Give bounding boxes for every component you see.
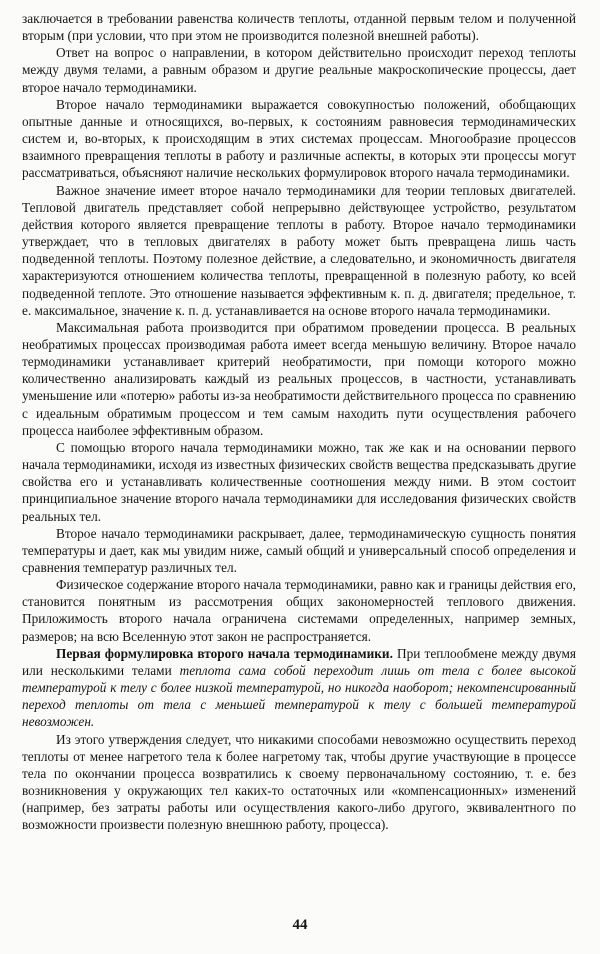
formulation-italic: теплота сама собой переходит лишь от тела с более высокой температурой к телу с более низкой температурой, но никогда наоборот; некомпенсированный переход теплоты от тела с меньшей температурой к телу с большей температурой невозможен. [22,662,576,730]
paragraph-1: заключается в требовании равенства количеств теплоты, отданной первым телом и полученной вторым (при условии, что при этом не производится полезной внешней работы). [22,11,576,44]
body-text [22,10,576,834]
paragraph-10: Из этого утверждения следует, что никакими способами невозможно осуществить переход теплоты от менее нагретого тела к более нагретому так, чтобы другие участвующие в процессе тела по окончании процесса возвратились к своему первоначальному состоянию, т. е. без возникновения у окружающих тел каких-то остаточных или «компенсационных» изменений (например, без затраты работы или осуществления какого-либо другого, эквивалентного по возможности произвести полезную внешнюю работу, процесса). [22,731,576,833]
paragraph-2: Ответ на вопрос о направлении, в котором действительно происходит переход теплоты между двумя телами, а равным образом и другие реальные макроскопические процессы, дает второе начало термодинамики. [22,45,576,95]
paragraph-5: Максимальная работа производится при обратимом проведении процесса. В реальных необратимых процессах производимая работа имеет всегда меньшую величину. Второе начало термодинамики устанавливает критерий необратимости, при помощи которого можно количественно анализировать каждый из реальных процессов, в частности, устанавливать уменьшение или «потерю» работы из-за необратимости действительного процесса по сравнению с идеальным обратимым процессом и тем самым находить пути осуществления рабочего процесса наиболее эффективным образом. [22,319,576,438]
paragraph-9: Первая формулировка второго начала термодинамики. При теплообмене между двумя или несколькими телами теплота сама собой переходит лишь от тела с более высокой температурой к телу с более низкой температурой, но никогда наоборот; некомпенсированный переход теплоты от тела с меньшей температурой к телу с большей температурой невозможен. [22,645,576,730]
paragraph-6: С помощью второго начала термодинамики можно, так же как и на основании первого начала термодинамики, исходя из известных физических свойств вещества предсказывать другие свойства его и устанавливать количественные соотношения между ними. В этом состоит принципиальное значение второго начала термодинамики для исследования физических свойств реальных тел. [22,439,576,524]
section-heading: Первая формулировка второго начала термодинамики. [56,645,393,661]
page-number: 44 [292,917,308,933]
paragraph-7: Второе начало термодинамики раскрывает, далее, термодинамическую сущность понятия температуры и дает, как мы увидим ниже, самый общий и универсальный способ определения и сравнения температур различных тел. [22,525,576,575]
paragraph-8: Физическое содержание второго начала термодинамики, равно как и границы действия его, становится понятным из рассмотрения общих закономерностей теплового движения. Приложимость второго начала ограничена системами определенных, например земных, размеров; на всю Вселенную этот закон не распространяется. [22,577,576,644]
paragraph-3: Второе начало термодинамики выражается совокупностью положений, обобщающих опытные данные и относящихся, во-первых, к состояниям равновесия термодинамических систем и, во-вторых, к происходящим в этих системах процессам. Многообразие процессов взаимного превращения теплоты в работу и различные аспекты, в которых эти процессы могут рассматриваться, объясняют наличие нескольких формулировок второго начала термодинамики. [22,96,576,181]
paragraph-4: Важное значение имеет второе начало термодинамики для теории тепловых двигателей. Тепловой двигатель представляет собой непрерывно действующее устройство, результатом действия которого является превращение теплоты в работу. Второе начало термодинамики утверждает, что в тепловых двигателях в работу может быть превращена лишь часть подведенной теплоты. Поэтому полезное действие, а следовательно, и экономичность двигателя характеризуются отношением количества теплоты, превращенной в полезную работу, ко всей подведенной теплоте. Это отношение называется эффективным к. п. д. двигателя; предельное, т. е. максимальное, значение к. п. д. устанавливается на основе второго начала термодинамики. [22,182,576,318]
